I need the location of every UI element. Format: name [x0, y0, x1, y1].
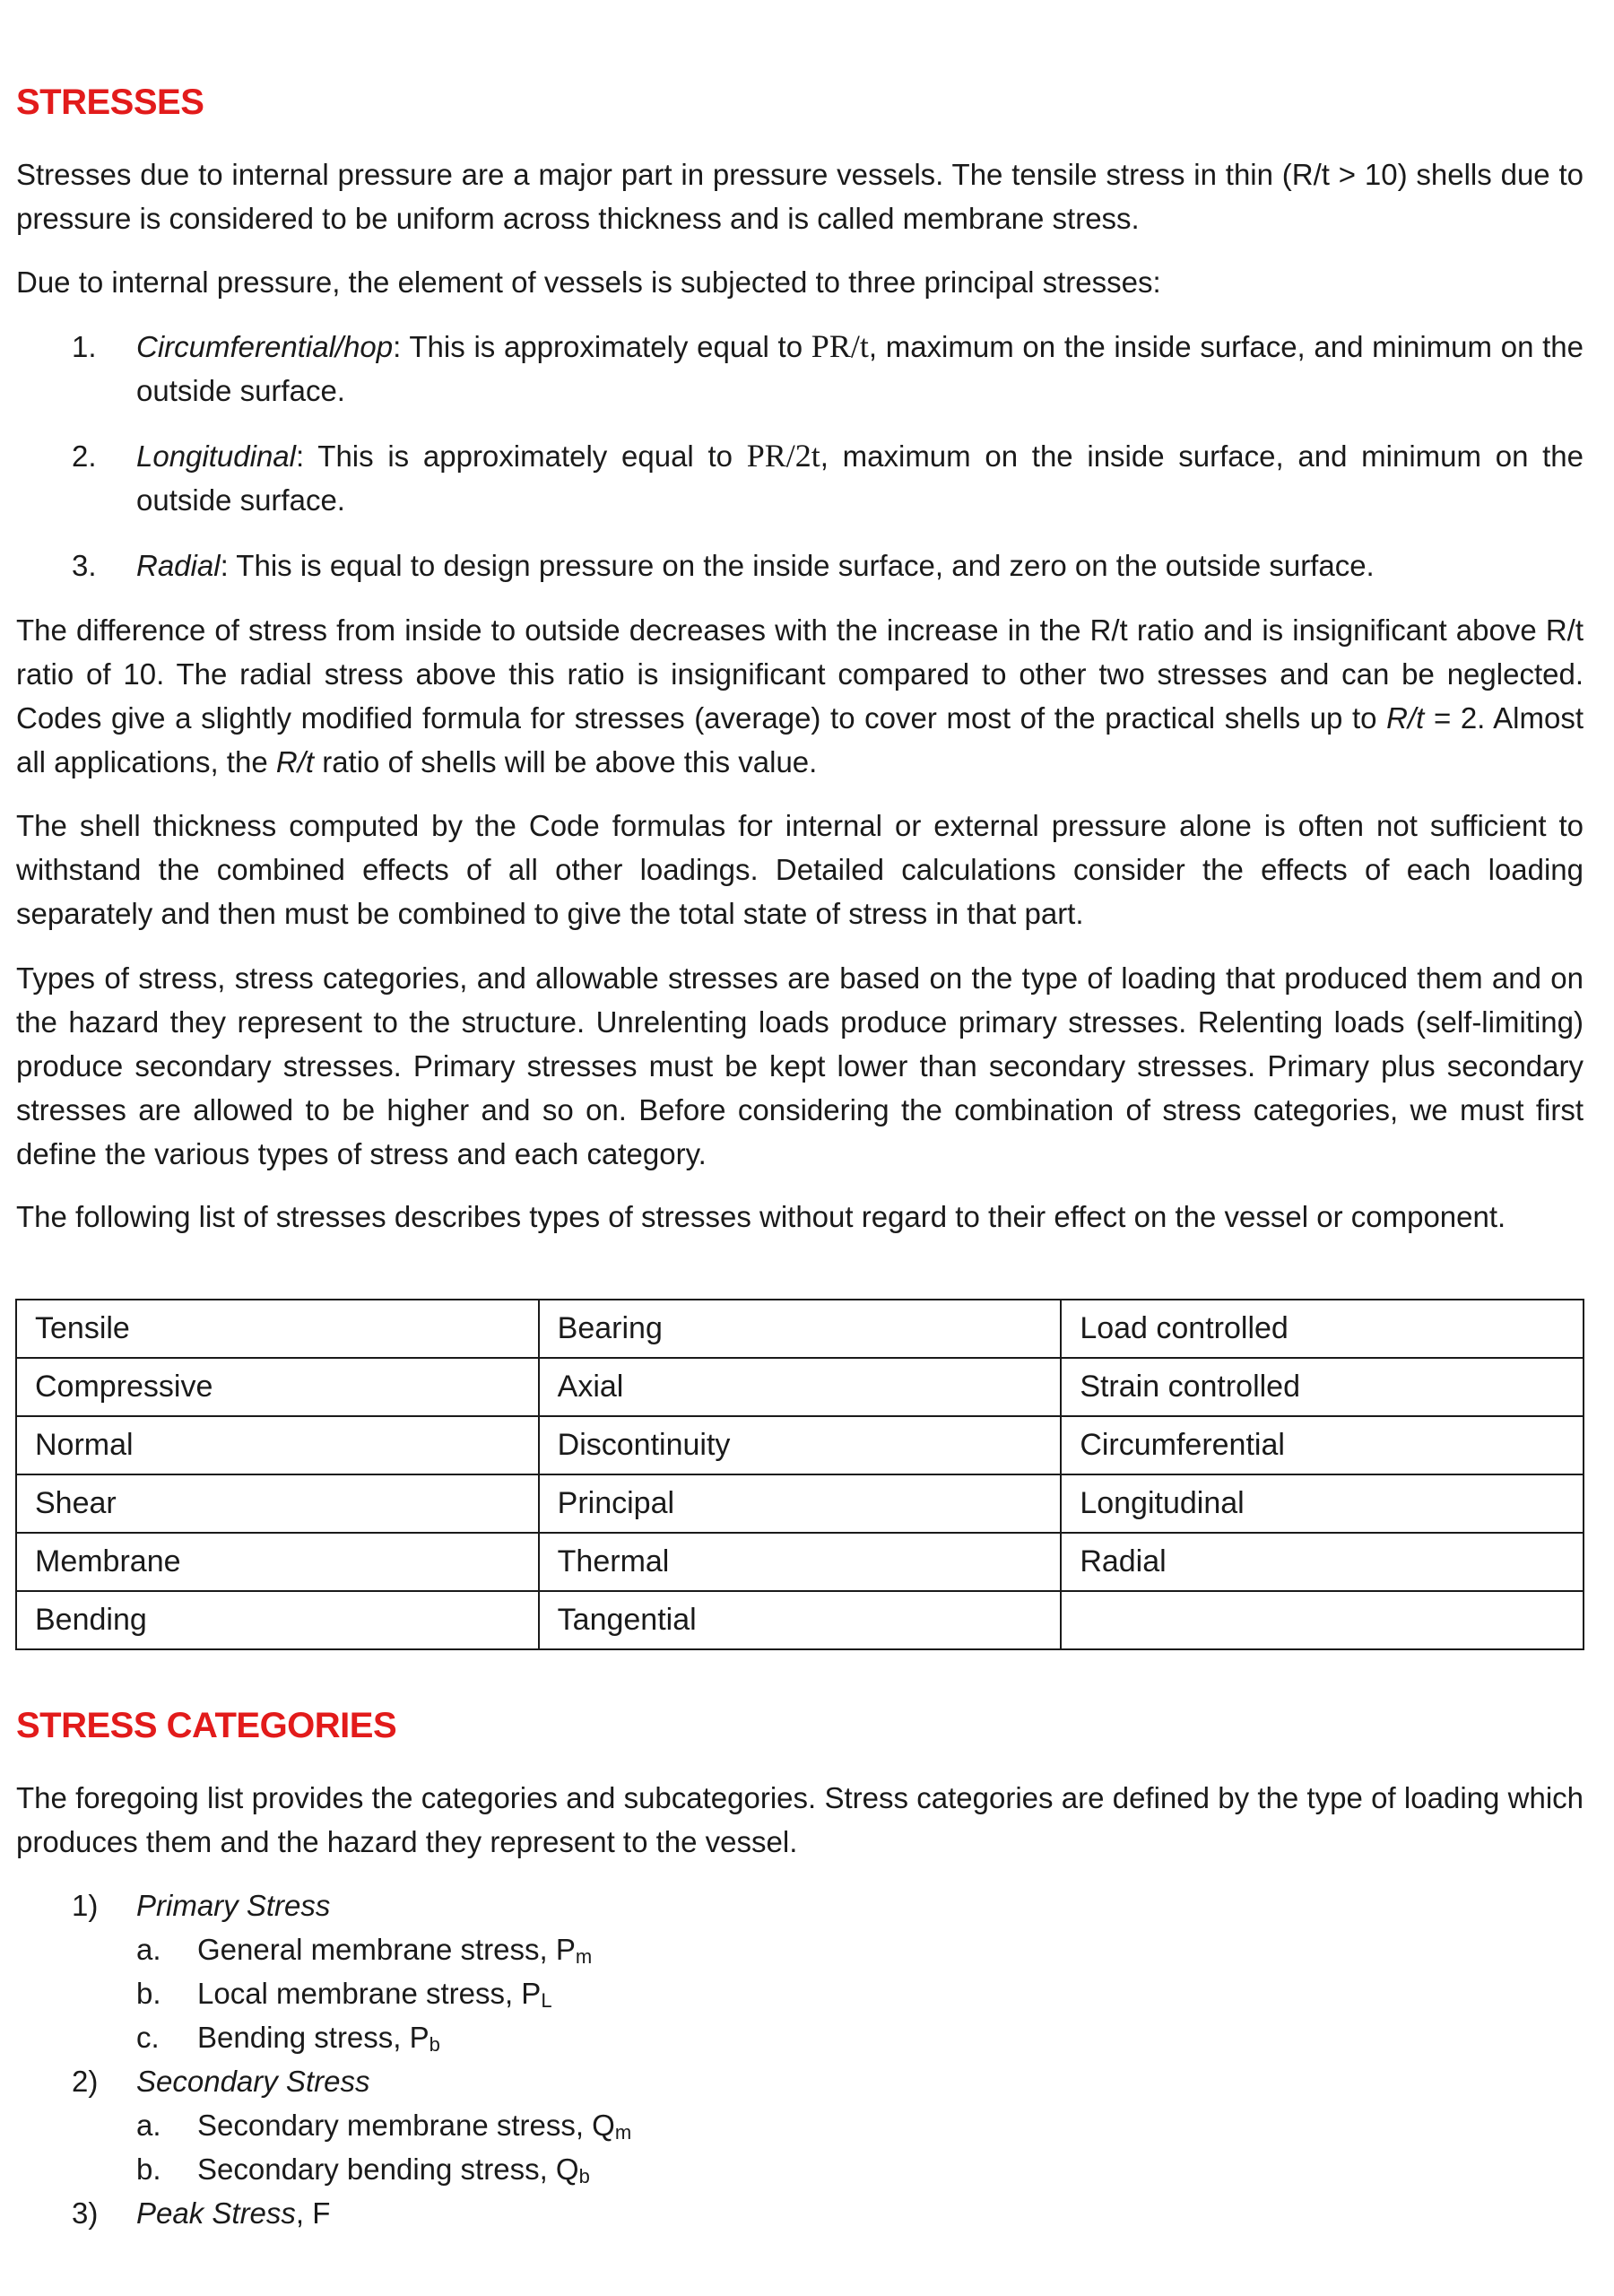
table-cell: Principal — [539, 1474, 1062, 1533]
section-heading-stress-categories: STRESS CATEGORIES — [16, 1706, 397, 1745]
paragraph-stress-types: Types of stress, stress categories, and allowable stresses are based on the type of loading that produced them and on the hazard they represent to the structure. Unrelenting loads produce primary stresses. Relenting loads (self-limiting) produce secondary stresses. Primary stresses must be kept lower than secondary stresses. Primary plus secondary stresses are allowed to be higher and so on. Before considering the combination of stress categories, we must first define the various types of stress and each category. — [16, 961, 1584, 1170]
text-segment: , F — [295, 2196, 331, 2230]
list-text — [136, 434, 1584, 522]
table-cell: Tangential — [539, 1591, 1062, 1649]
table-row — [16, 1416, 1584, 1474]
sub-letter: b. — [136, 2152, 161, 2186]
table-cell — [1061, 1591, 1584, 1649]
list-number: 3) — [72, 2196, 99, 2230]
list-number: 2) — [72, 2065, 99, 2098]
table-row — [16, 1358, 1584, 1416]
category-name: Peak Stress — [136, 2196, 296, 2230]
text-segment: , maximum on the inside surface, and minimum on the outside surface. — [136, 439, 1584, 517]
text-segment: Bending stress, P — [197, 2021, 430, 2054]
table-cell: Circumferential — [1061, 1416, 1584, 1474]
table-cell: Strain controlled — [1061, 1358, 1584, 1416]
list-text — [136, 544, 1584, 587]
table-cell: Normal — [16, 1416, 539, 1474]
text-segment: General membrane stress, P — [197, 1933, 576, 1966]
text-segment: Secondary bending stress, Q — [197, 2152, 579, 2186]
section-heading-stresses: STRESSES — [16, 83, 204, 122]
subscript: m — [575, 1945, 593, 1968]
table-cell: Bearing — [539, 1300, 1062, 1358]
table-cell: Bending — [16, 1591, 539, 1649]
subscript: m — [614, 2121, 632, 2144]
text-segment: Local membrane stress, P — [197, 1977, 542, 2010]
subscript: b — [429, 2033, 440, 2056]
table-cell: Thermal — [539, 1533, 1062, 1591]
list-number: 2. — [72, 439, 97, 473]
sub-letter: a. — [136, 2109, 161, 2142]
table-cell: Axial — [539, 1358, 1062, 1416]
list-number: 1. — [72, 330, 97, 363]
text-segment: : This is approximately equal to — [393, 330, 811, 363]
term-italic: Circumferential/hop — [136, 330, 394, 363]
paragraph-principal-intro: Due to internal pressure, the element of vessels is subjected to three principal stresses: — [16, 265, 1161, 299]
term-italic: Longitudinal — [136, 439, 296, 473]
term-italic: Radial — [136, 549, 221, 582]
table-row — [16, 1533, 1584, 1591]
text-segment: , maximum on the inside surface, and minimum on the outside surface. — [136, 330, 1584, 407]
table-cell: Tensile — [16, 1300, 539, 1358]
subscript: L — [541, 1989, 552, 2012]
table-cell: Longitudinal — [1061, 1474, 1584, 1533]
category-name: Primary Stress — [136, 1889, 331, 1922]
formula: PR/2t — [746, 438, 820, 474]
category-text — [136, 2191, 1584, 2235]
paragraph-categories-intro: The foregoing list provides the categories and subcategories. Stress categories are defined by the type of loading which produces them and the hazard they represent to the vessel. — [16, 1781, 1584, 1858]
table-row — [16, 1591, 1584, 1649]
ratio-italic: R/t — [275, 745, 315, 778]
text-segment: The difference of stress from inside to outside decreases with the increase in the R/t ratio and is insignificant above R/t ratio of 10. The radial stress above this ratio is insignificant compared to other two stresses and can be neglected. Codes give a slightly modified formula for stresses (average) to cover most of the practical shells up to — [16, 613, 1584, 735]
subscript: b — [578, 2165, 590, 2187]
paragraph-list-intro: The following list of stresses describes types of stresses without regard to their effect on the vessel or component. — [16, 1200, 1506, 1233]
sub-letter: a. — [136, 1933, 161, 1966]
paragraph-stress-difference — [16, 608, 1584, 784]
sub-letter: b. — [136, 1977, 161, 2010]
table-cell: Load controlled — [1061, 1300, 1584, 1358]
table-cell: Membrane — [16, 1533, 539, 1591]
list-number: 3. — [72, 549, 97, 582]
text-segment: Secondary membrane stress, Q — [197, 2109, 615, 2142]
table-cell: Shear — [16, 1474, 539, 1533]
table-cell: Discontinuity — [539, 1416, 1062, 1474]
table-cell: Radial — [1061, 1533, 1584, 1591]
table-row — [16, 1474, 1584, 1533]
list-text — [136, 325, 1584, 413]
formula: PR/t — [811, 328, 869, 364]
paragraph-internal-pressure: Stresses due to internal pressure are a major part in pressure vessels. The tensile stress in thin (R/t > 10) shells due to pressure is considered to be uniform across thickness and is called membrane stress. — [16, 158, 1584, 235]
text-segment: = 2. Almost all applications, the — [16, 701, 1584, 778]
table-cell: Compressive — [16, 1358, 539, 1416]
stress-types-table — [15, 1299, 1584, 1650]
ratio-italic: R/t — [1386, 701, 1425, 735]
table-row — [16, 1300, 1584, 1358]
sub-letter: c. — [136, 2021, 160, 2054]
text-segment: : This is equal to design pressure on the inside surface, and zero on the outside surface. — [220, 549, 1375, 582]
list-number: 1) — [72, 1889, 99, 1922]
text-segment: : This is approximately equal to — [296, 439, 747, 473]
paragraph-shell-thickness: The shell thickness computed by the Code formulas for internal or external pressure alone is often not sufficient to withstand the combined effects of all other loadings. Detailed calculations consider the effects of each loading separately and then must be combined to give the total state of stress in that part. — [16, 809, 1584, 930]
text-segment: ratio of shells will be above this value. — [314, 745, 818, 778]
category-name: Secondary Stress — [136, 2065, 370, 2098]
